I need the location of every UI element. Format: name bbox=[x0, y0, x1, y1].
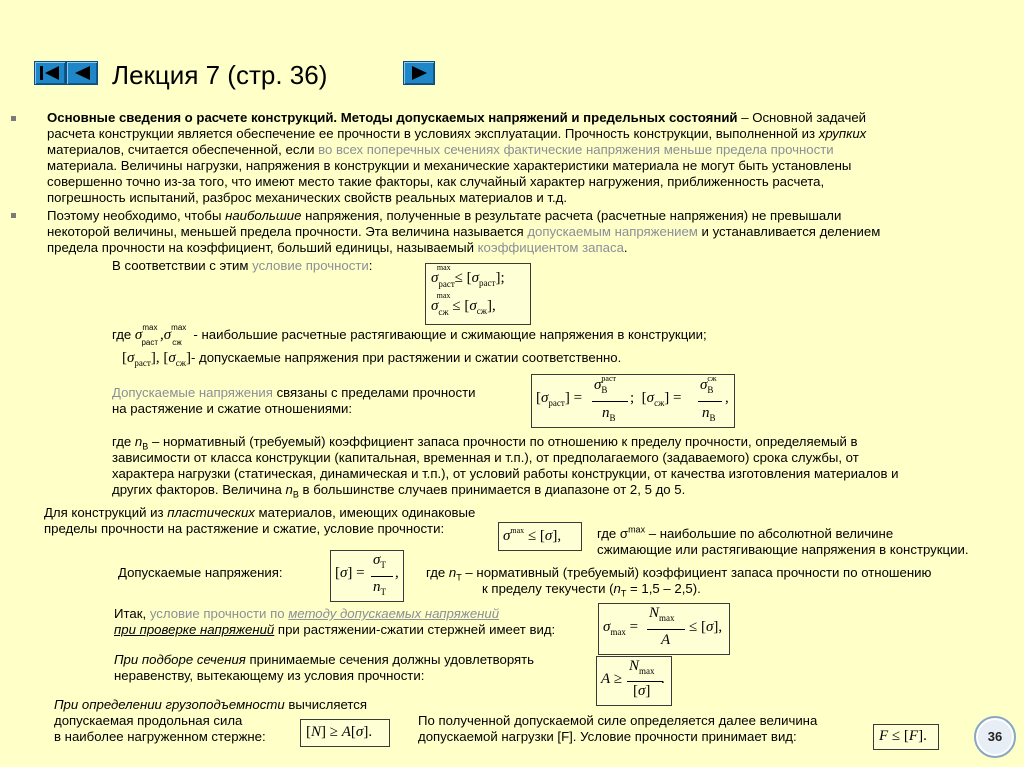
podbor-line2: неравенству, вытекающему из условия прочности: bbox=[114, 668, 425, 683]
page-number-badge: 36 bbox=[974, 716, 1016, 758]
para1-line6: погрешность испытаний, разброс механических свойств реальных материалов и т.д. bbox=[47, 190, 567, 205]
nb-line2: зависимости от класса конструкции (капитальная, временная и т.п.), от предполагаемого (задаваемого) срока службы, от bbox=[112, 450, 859, 465]
gruz-line1: При определении грузоподъемности вычисляется bbox=[54, 697, 368, 712]
load-capacity-formula: [N] ≥ A[σ]. bbox=[300, 719, 390, 747]
gruz-line3: в наиболее нагруженном стержне: bbox=[54, 729, 266, 744]
where-allowed-stress-line: $[\sigma_{раст}]$, $[\sigma_{сж}]-$ допускаемые напряжения при растяжении и сжатии соответственно. bbox=[122, 350, 622, 368]
skip-back-icon bbox=[35, 62, 65, 84]
bullet-marker bbox=[11, 116, 16, 121]
para1-line5: совершенно точно из-за того, что имеют место такие факторы, как случайный характер нагружения, приближенность расчета, bbox=[47, 174, 825, 189]
bullet-marker bbox=[11, 213, 16, 218]
plastic-line1: Для конструкций из пластических материалов, имеющих одинаковые bbox=[44, 505, 476, 520]
allowed-stress-label: Допускаемые напряжения: bbox=[118, 565, 283, 580]
strength-condition-formula: $\sigma_{раст}^{max}\le [\sigma_{раст}]$; $\sigma_{сж}^{max}\le [\sigma_{сж}]$, bbox=[425, 263, 531, 325]
allowed-stress-formula: $[\sigma_{раст}]$ = $\sigma_В^{раст}$ $n_В$ ; $[\sigma_{сж}]$ = $\sigma_В^{сж}$ $n_В$ , bbox=[531, 374, 735, 428]
gruz-line2: допускаемая продольная сила bbox=[54, 713, 243, 728]
load-condition-formula: F ≤ [F]. bbox=[873, 724, 939, 750]
nt-line2: к пределу текучести $(n_Т = 1,5 - 2,5)$. bbox=[482, 581, 701, 599]
smax-line1: где $\sigma^{max}$ – наибольшие по абсолютной величине bbox=[597, 524, 894, 541]
para2-line2: некоторой величины, меньшей предела прочности. Эта величина называется допускаемым напряжением и устанавливается делением bbox=[47, 224, 881, 239]
nt-line1: где $n_Т$ – нормативный (требуемый) коэффициент запаса прочности по отношению bbox=[426, 565, 932, 583]
para1-line2: расчета конструкции является обеспечение ее прочности в условиях эксплуатации. Прочность конструкции, выполненной из хрупких bbox=[47, 126, 867, 141]
nb-line1: где $n_В$ – нормативный (требуемый) коэффициент запаса прочности по отношению к пределу прочности, определяемый в bbox=[112, 434, 858, 452]
nb-line4: других факторов. Величина $n_В$ в большинстве случаев принимается в диапазоне от 2, 5 до 5. bbox=[112, 482, 686, 500]
strength-condition-label: В соответствии с этим условие прочности: bbox=[112, 258, 373, 273]
para1-line4: материала. Величины нагрузки, напряжения в конструкции и механические характеристики материала не могут быть установлены bbox=[47, 158, 852, 173]
para2-line1: Поэтому необходимо, чтобы наибольшие напряжения, полученные в результате расчета (расчетные напряжения) не превышали bbox=[47, 208, 842, 223]
final-line2: допускаемой нагрузки [F]. Условие прочности принимает вид: bbox=[418, 729, 797, 744]
nb-line3: характера нагрузки (статическая, динамическая и т.п.), от условий работы конструкции, от качества изготовления материалов и bbox=[112, 466, 899, 481]
itak-line2: при проверке напряжений при растяжении-сжатии стержней имеет вид: bbox=[114, 622, 556, 637]
next-icon bbox=[404, 62, 434, 84]
allowed-stress-line2: на растяжение и сжатие отношениями: bbox=[112, 401, 353, 416]
previous-slide-button[interactable] bbox=[66, 61, 98, 85]
smax-line2: сжимающие или растягивающие напряжения в конструкции. bbox=[597, 542, 969, 557]
plastic-condition-formula: $\sigma^{max} \le [\sigma]$, bbox=[498, 522, 582, 551]
para2-line3: предела прочности на коэффициент, больший единицы, называемый коэффициентом запаса. bbox=[47, 240, 628, 255]
final-line1: По полученной допускаемой силе определяется далее величина bbox=[418, 713, 818, 728]
page-title: Лекция 7 (стр. 36) bbox=[112, 60, 328, 90]
next-slide-button[interactable] bbox=[403, 61, 435, 85]
yield-allowed-formula: [σ] = $\sigma_Т$ $n_Т$ , bbox=[330, 550, 404, 602]
plastic-line2: пределы прочности на растяжение и сжатие, условие прочности: bbox=[44, 521, 445, 536]
para1-line1: Основные сведения о расчете конструкций. Методы допускаемых напряжений и предельных состояний – Основной задачей bbox=[47, 110, 867, 125]
stress-check-formula: $\sigma_{max}$ = $N_{max}$ A ≤ [σ], bbox=[598, 603, 730, 655]
podbor-line1: При подборе сечения принимаемые сечения должны удовлетворять bbox=[114, 652, 535, 667]
where-max-stress-line: где $\sigma^{max}_{раст}$ $,\sigma^{max}_{сж}$ - наибольшие расчетные растягивающие и сжимающие напряжения в конструкции; bbox=[112, 323, 707, 347]
prev-icon bbox=[67, 62, 97, 84]
section-select-formula: A ≥ $N_{max}$ [σ] . bbox=[596, 656, 672, 706]
para1-line3: материалов, считается обеспеченной, если во всех поперечных сечениях фактические напряжения меньше предела прочности bbox=[47, 142, 834, 157]
itak-line1: Итак, условие прочности по методу допускаемых напряжений bbox=[114, 606, 500, 621]
allowed-stress-line1: Допускаемые напряжения связаны с пределами прочности bbox=[112, 385, 476, 400]
first-slide-button[interactable] bbox=[34, 61, 66, 85]
